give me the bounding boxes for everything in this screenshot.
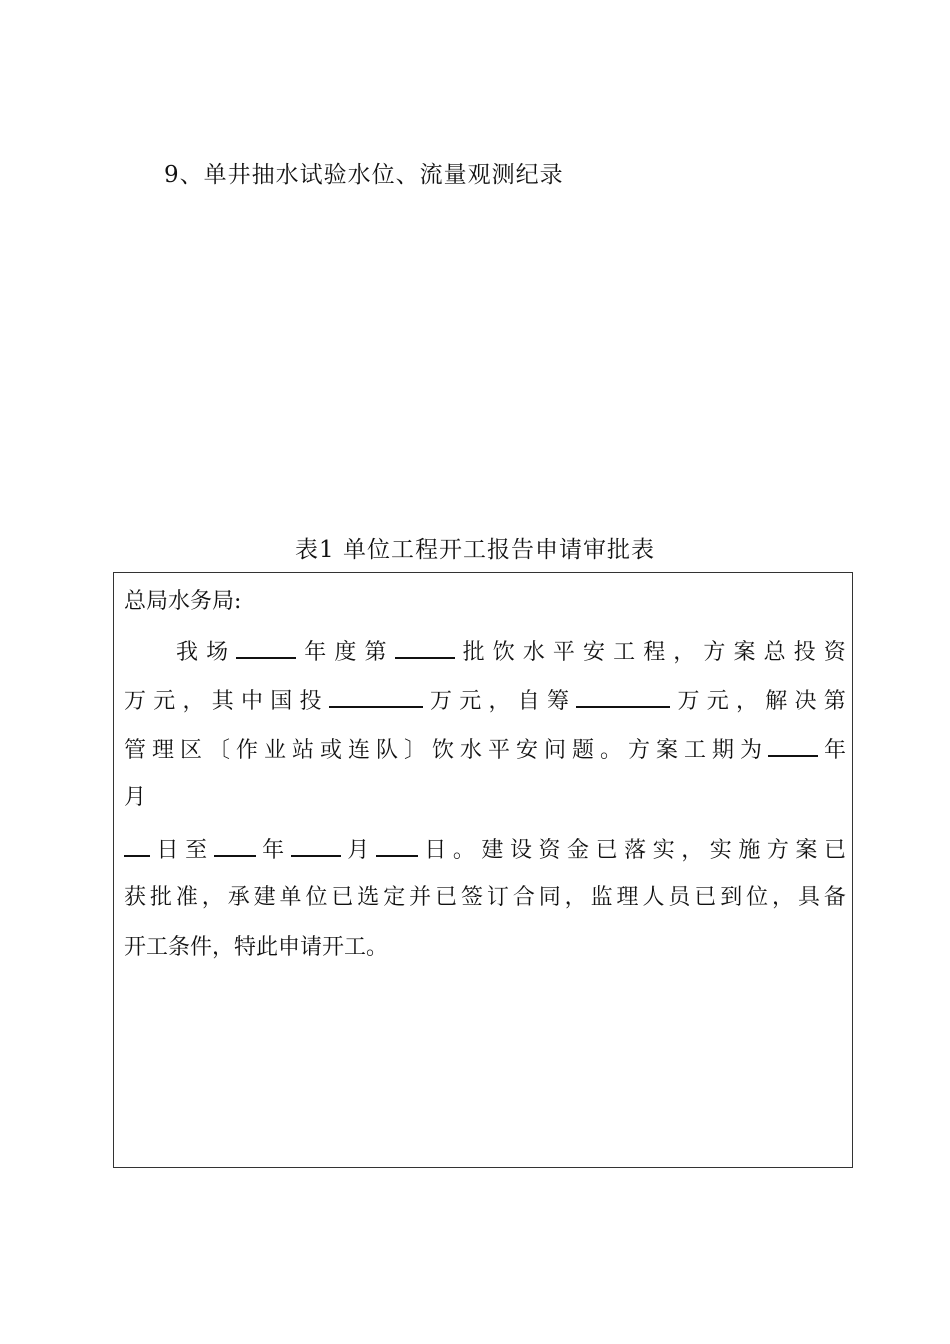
form-char: 日 bbox=[156, 838, 179, 863]
form-char: 月 bbox=[347, 838, 370, 863]
form-char: 饮 bbox=[432, 738, 455, 763]
form-char: 已 bbox=[435, 885, 458, 910]
form-char: 万 bbox=[429, 689, 452, 714]
form-char: 批 bbox=[462, 640, 485, 665]
form-char: 。 bbox=[600, 738, 623, 763]
form-char: 元 bbox=[153, 689, 176, 714]
form-char: 案 bbox=[656, 738, 679, 763]
form-char: 合 bbox=[512, 885, 535, 910]
form-char: 安 bbox=[516, 738, 539, 763]
form-char: 承 bbox=[227, 885, 250, 910]
form-line-2 bbox=[124, 682, 846, 716]
form-char: 年 bbox=[262, 838, 285, 863]
form-line-1 bbox=[176, 633, 846, 667]
form-char: 管 bbox=[124, 738, 147, 763]
form-char: 位 bbox=[305, 885, 328, 910]
form-char: 第 bbox=[823, 689, 846, 714]
form-char: 为 bbox=[740, 738, 763, 763]
form-char: 实 bbox=[652, 838, 675, 863]
form-char: 选 bbox=[357, 885, 380, 910]
form-char: 方 bbox=[766, 838, 789, 863]
form-char: 同 bbox=[538, 885, 561, 910]
form-char: 其 bbox=[211, 689, 234, 714]
form-char: 签 bbox=[460, 885, 483, 910]
form-char: 或 bbox=[320, 738, 343, 763]
fill-in-blank bbox=[576, 682, 670, 708]
form-char: 安 bbox=[583, 640, 606, 665]
form-char: 具 bbox=[797, 885, 820, 910]
fill-in-blank bbox=[236, 633, 296, 659]
form-char: 已 bbox=[823, 838, 846, 863]
fill-in-blank bbox=[395, 633, 455, 659]
form-char: 案 bbox=[795, 838, 818, 863]
fill-in-blank bbox=[376, 831, 418, 857]
form-char: 批 bbox=[149, 885, 172, 910]
form-char: 实 bbox=[709, 838, 732, 863]
form-char: 日 bbox=[424, 838, 447, 863]
form-char: ， bbox=[673, 640, 696, 665]
form-char: 工 bbox=[684, 738, 707, 763]
form-char: 资 bbox=[823, 640, 846, 665]
form-char: 定 bbox=[383, 885, 406, 910]
form-char: 元 bbox=[706, 689, 729, 714]
form-char: 投 bbox=[793, 640, 816, 665]
form-char: 业 bbox=[264, 738, 287, 763]
form-char: 案 bbox=[733, 640, 756, 665]
form-char: ， bbox=[772, 885, 795, 910]
form-char: 平 bbox=[552, 640, 575, 665]
form-char: 备 bbox=[823, 885, 846, 910]
form-char: 已 bbox=[595, 838, 618, 863]
fill-in-blank bbox=[768, 731, 818, 757]
form-char: 连 bbox=[348, 738, 371, 763]
form-char: 监 bbox=[590, 885, 613, 910]
form-char: 问 bbox=[544, 738, 567, 763]
form-char: 至 bbox=[185, 838, 208, 863]
form-line-6 bbox=[124, 881, 846, 915]
form-char: 建 bbox=[481, 838, 504, 863]
form-char: ， bbox=[201, 885, 224, 910]
form-char: 到 bbox=[720, 885, 743, 910]
form-char: 员 bbox=[668, 885, 691, 910]
form-char: 落 bbox=[624, 838, 647, 863]
form-char: 位 bbox=[746, 885, 769, 910]
form-char: 水 bbox=[522, 640, 545, 665]
form-char: 年 bbox=[304, 640, 327, 665]
form-char: 决 bbox=[794, 689, 817, 714]
form-char: 万 bbox=[677, 689, 700, 714]
form-char: ， bbox=[488, 689, 511, 714]
form-char: 第 bbox=[364, 640, 387, 665]
form-char: 万 bbox=[124, 689, 147, 714]
form-char: 水 bbox=[460, 738, 483, 763]
form-char: ， bbox=[681, 838, 704, 863]
form-char: 单 bbox=[279, 885, 302, 910]
form-char: 期 bbox=[712, 738, 735, 763]
form-char: 方 bbox=[628, 738, 651, 763]
section-heading: 9、单井抽水试验水位、流量观测纪录 bbox=[164, 162, 564, 188]
form-char: 我 bbox=[176, 640, 199, 665]
form-char: 元 bbox=[459, 689, 482, 714]
form-char: 方 bbox=[703, 640, 726, 665]
form-char: 平 bbox=[488, 738, 511, 763]
form-char: 准 bbox=[175, 885, 198, 910]
form-char: 站 bbox=[292, 738, 315, 763]
form-char: 国 bbox=[270, 689, 293, 714]
form-char: 筹 bbox=[546, 689, 569, 714]
fill-in-blank bbox=[124, 831, 150, 857]
form-char: 总 bbox=[763, 640, 786, 665]
form-char: 工 bbox=[613, 640, 636, 665]
form-char: ， bbox=[182, 689, 205, 714]
fill-in-blank bbox=[214, 831, 256, 857]
form-char: 作 bbox=[236, 738, 259, 763]
form-char: 〔 bbox=[208, 738, 231, 763]
form-char: 资 bbox=[538, 838, 561, 863]
form-line-4: 月 bbox=[124, 785, 147, 810]
form-char: 中 bbox=[241, 689, 264, 714]
form-char: ， bbox=[564, 885, 587, 910]
form-char: 度 bbox=[334, 640, 357, 665]
form-char: 投 bbox=[299, 689, 322, 714]
form-char: 解 bbox=[765, 689, 788, 714]
form-char: 。 bbox=[452, 838, 475, 863]
form-addressee: 总局水务局: bbox=[124, 589, 242, 614]
fill-in-blank bbox=[291, 831, 341, 857]
form-char: 队 bbox=[376, 738, 399, 763]
form-char: 题 bbox=[572, 738, 595, 763]
form-char: 饮 bbox=[492, 640, 515, 665]
form-char: 区 bbox=[180, 738, 203, 763]
form-char: 订 bbox=[486, 885, 509, 910]
form-line-7: 开工条件，特此申请开工。 bbox=[124, 935, 389, 960]
form-char: 〕 bbox=[404, 738, 427, 763]
form-char: 并 bbox=[409, 885, 432, 910]
form-char: 已 bbox=[694, 885, 717, 910]
form-char: 人 bbox=[642, 885, 665, 910]
form-char: ， bbox=[735, 689, 758, 714]
form-char: 年 bbox=[823, 738, 846, 763]
form-char: 自 bbox=[517, 689, 540, 714]
form-char: 已 bbox=[331, 885, 354, 910]
table-title: 表1 单位工程开工报告申请审批表 bbox=[295, 537, 655, 563]
form-char: 理 bbox=[152, 738, 175, 763]
form-char: 建 bbox=[253, 885, 276, 910]
form-char: 设 bbox=[509, 838, 532, 863]
form-char: 获 bbox=[124, 885, 147, 910]
form-line-5 bbox=[124, 831, 846, 865]
form-char: 程 bbox=[643, 640, 666, 665]
form-char: 施 bbox=[738, 838, 761, 863]
form-line-3 bbox=[124, 731, 846, 765]
approval-form-box bbox=[113, 572, 853, 1168]
fill-in-blank bbox=[329, 682, 423, 708]
form-char: 金 bbox=[567, 838, 590, 863]
form-char: 场 bbox=[206, 640, 229, 665]
form-char: 理 bbox=[616, 885, 639, 910]
